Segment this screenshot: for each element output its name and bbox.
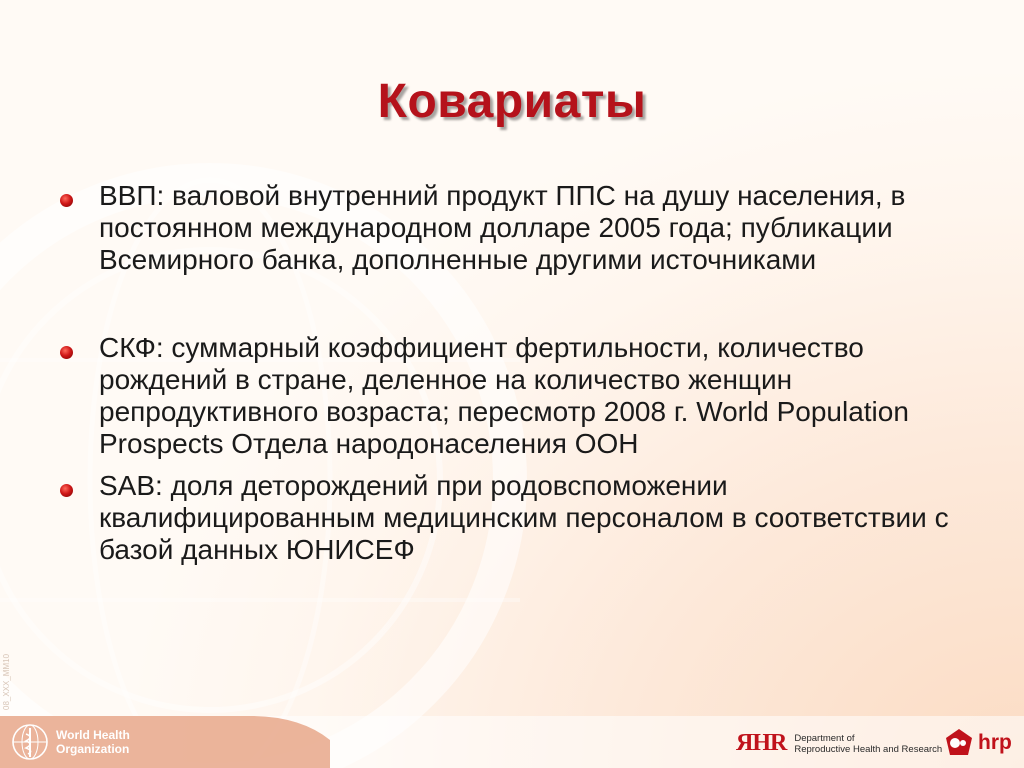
hrp-emblem-icon: [942, 726, 976, 760]
bullet-item: [58, 180, 958, 276]
hrp-logo-block: [942, 726, 1012, 760]
bullet-item: [58, 470, 958, 566]
footer: [0, 716, 1024, 768]
who-logo: [10, 722, 130, 762]
bullet-item: [58, 332, 958, 460]
bullet-dot-icon: [60, 194, 73, 207]
slide-title: Ковариаты: [377, 75, 647, 128]
who-emblem-icon: [10, 722, 50, 762]
hrp-text: hrp: [978, 731, 1012, 754]
who-line-1: World Health: [56, 728, 130, 742]
bullet-text: SAB: доля деторождений при родовспоможении квалифицированным медицинским персоналом в соответствии с базой данных ЮНИСЕФ: [99, 470, 949, 565]
rhr-logo: ЯHR: [736, 730, 787, 756]
rhr-line-1: Department of: [794, 732, 855, 744]
bullet-text: ВВП: валовой внутренний продукт ППС на душу населения, в постоянном международном долларе 2005 года; публикации Всемирного банка, дополненные другими источниками: [99, 180, 906, 275]
bullet-list: [58, 180, 958, 566]
rhr-logo-block: [736, 730, 942, 757]
rhr-line-2: Reproductive Health and Research: [794, 743, 943, 755]
slide-code: 08_XXX_MM10: [2, 653, 11, 710]
who-line-2: Organization: [56, 742, 130, 756]
bullet-text: СКФ: суммарный коэффициент фертильности, количество рождений в стране, деленное на количество женщин репродуктивного возраста; пересмотр 2008 г. World Population Prospects Отдела народонаселения ООН: [99, 332, 909, 459]
bullet-dot-icon: [60, 484, 73, 497]
bullet-dot-icon: [60, 346, 73, 359]
